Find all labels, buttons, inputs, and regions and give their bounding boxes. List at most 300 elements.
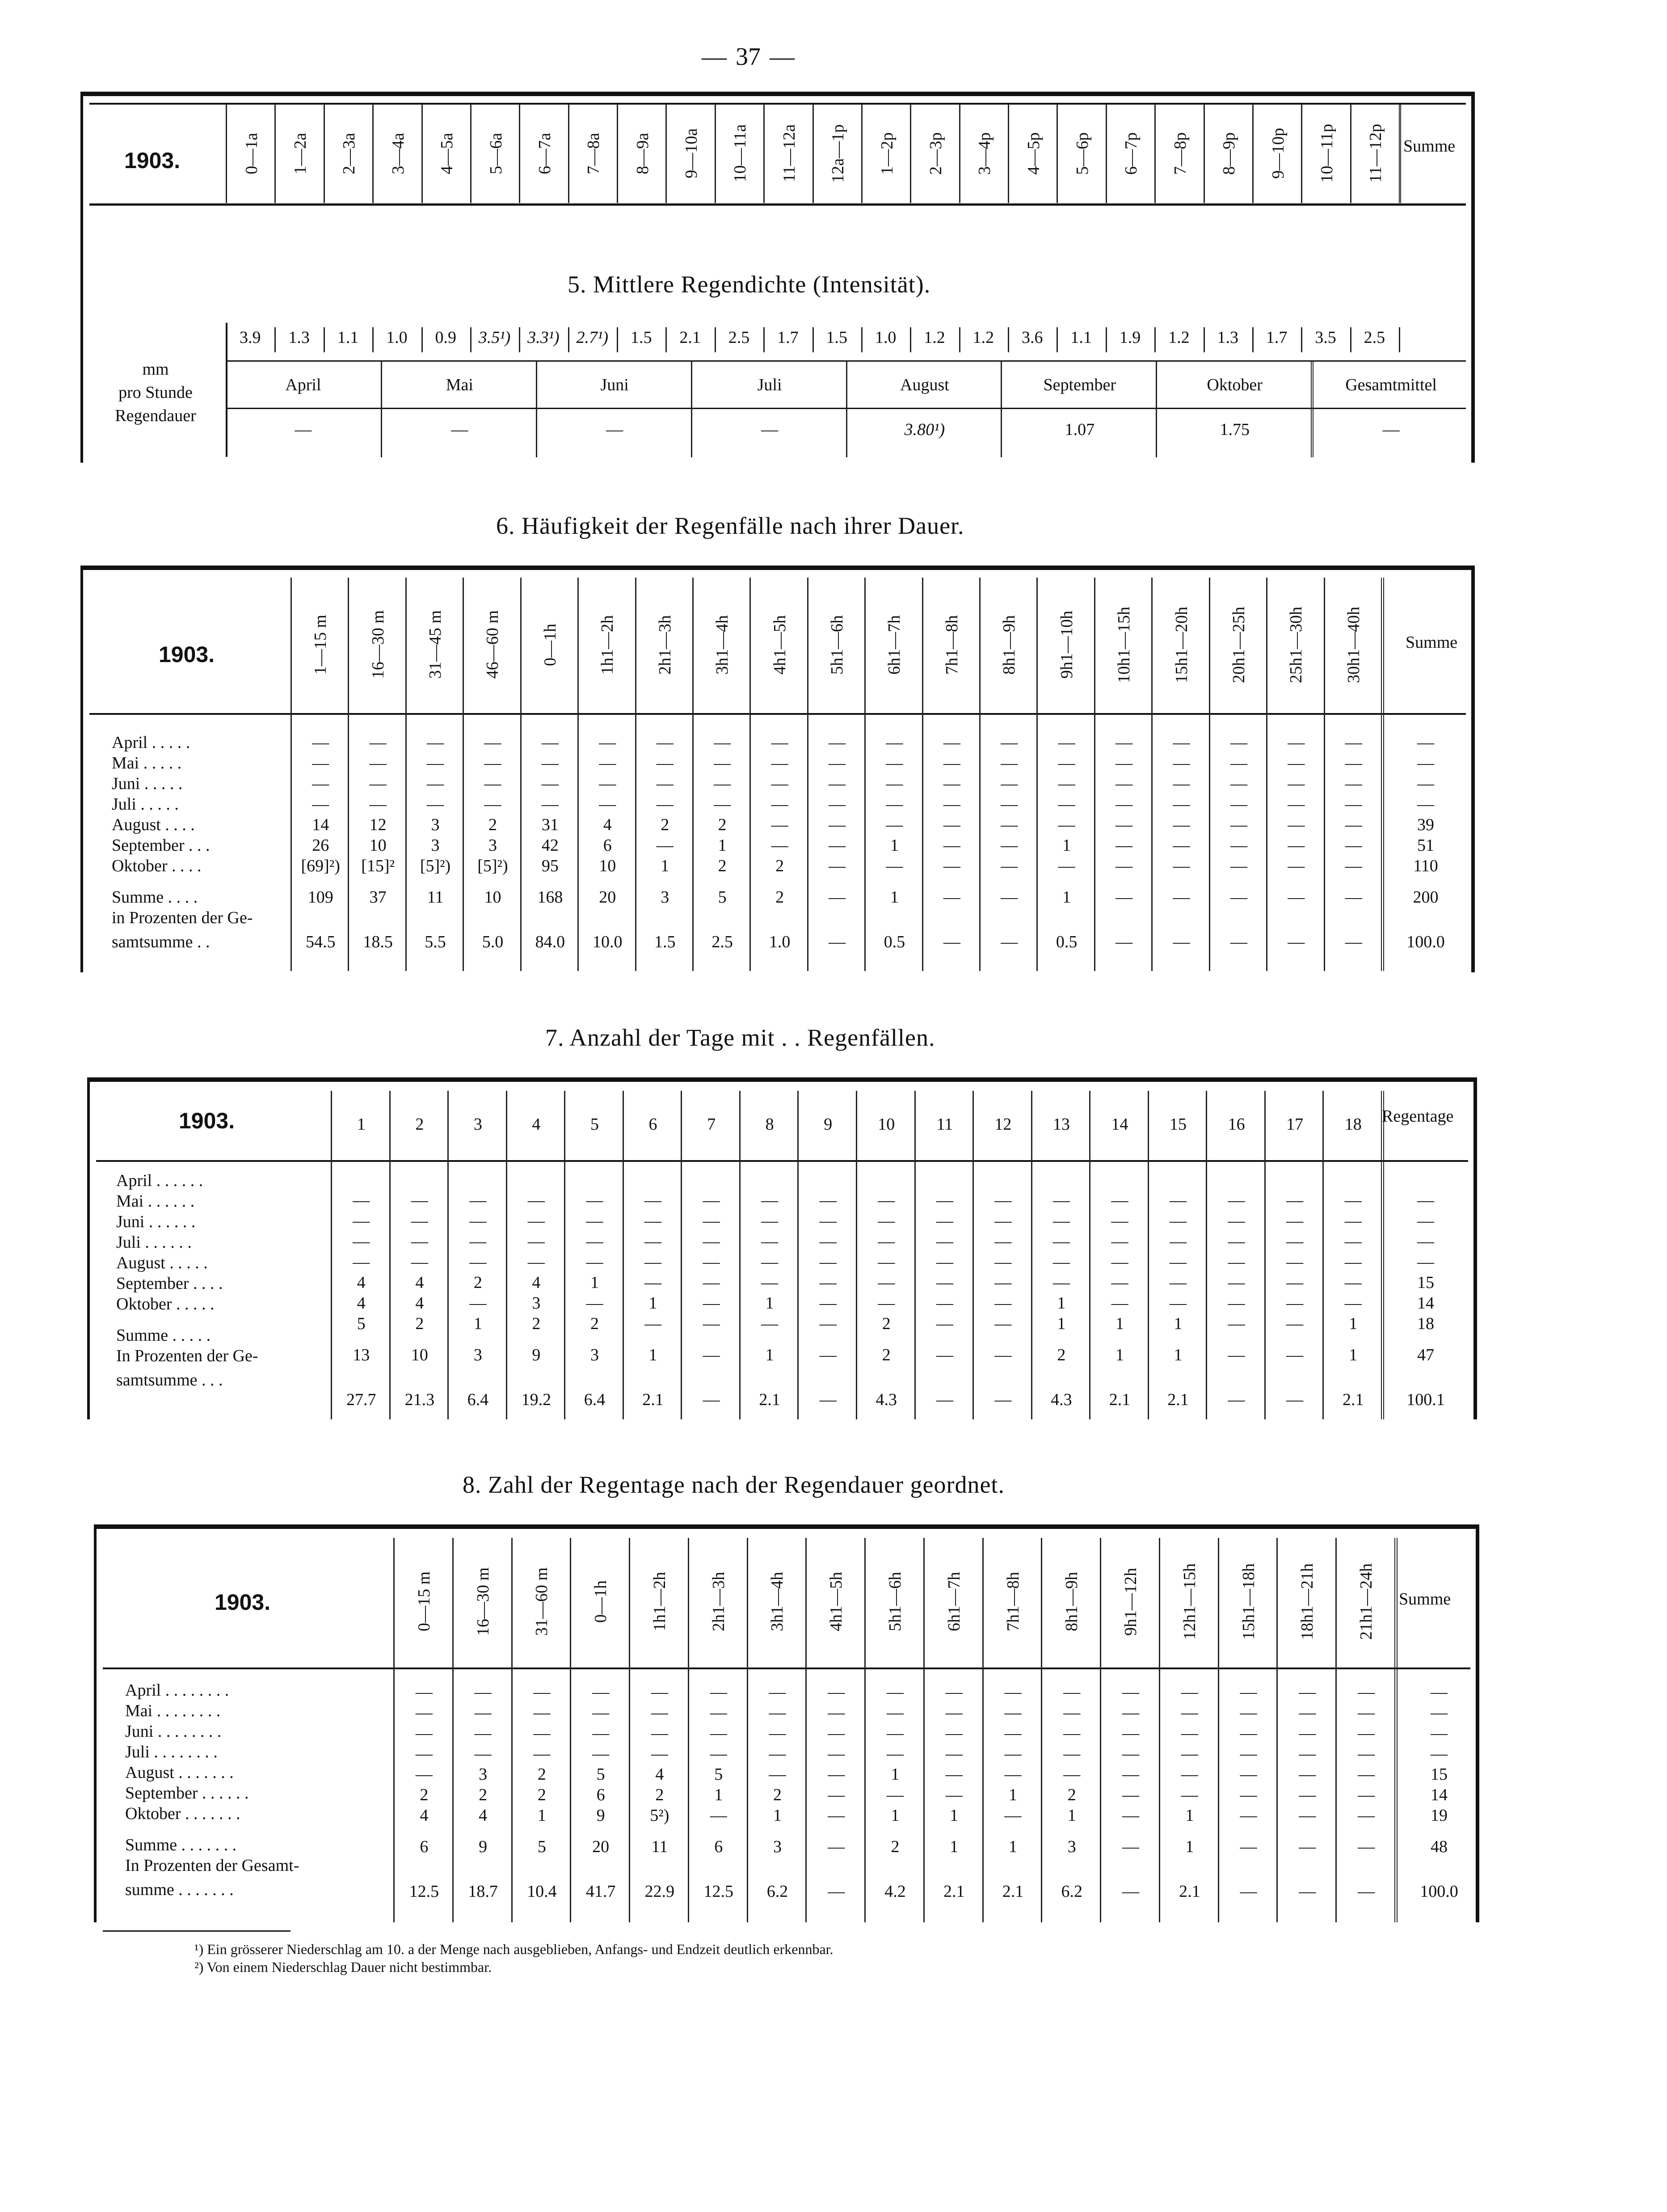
hourly-value-14: 1.2 [910,327,960,352]
hour-column-14 [910,104,960,203]
section6-column-label: 46—60 m [483,610,502,679]
section7-sum-column [1385,1091,1466,1419]
section8-cell: — [769,1724,786,1743]
section7-sum-cell: 15 [1417,1273,1434,1292]
section7-column-label: 14 [1111,1115,1128,1134]
section6-summe-label: Summe [1406,633,1458,652]
section8-cell: 3 [479,1765,488,1784]
section8-cell: — [533,1744,551,1763]
section6-row-label: Summe . . . . [112,888,198,907]
section7-cell: — [878,1294,895,1313]
section7-cell: — [761,1191,779,1210]
section8-cell: — [828,1837,845,1856]
section7-column-header [1266,1091,1324,1158]
section7-row-label: September . . . . [116,1274,223,1293]
section6-cell: — [312,774,329,793]
section6-cell: — [1001,857,1018,875]
section7-cell: 1 [765,1346,774,1364]
section6-cell: 2 [661,815,669,834]
section7-column-label: 9 [824,1115,833,1134]
section7-cell: 2.1 [1167,1390,1189,1409]
section8-cell: — [710,1683,727,1701]
hourly-value-10: 2.5 [715,327,765,352]
section8-cell: — [1358,1882,1375,1901]
section6-column-0 [290,578,349,971]
section8-cell: — [651,1744,668,1763]
section8-column-header [925,1538,984,1665]
section8-column-1 [452,1538,513,1922]
section8-cell: 1 [1009,1786,1018,1804]
month-column-5 [1001,361,1157,457]
section7-cell: — [1170,1273,1187,1292]
section6-cell: 5.5 [425,933,446,951]
section6-cell: — [828,857,846,875]
section7-cell: — [878,1191,895,1210]
section7-column-3 [506,1091,566,1419]
section8-cell: — [769,1703,786,1722]
hour-label: 11—12p [1366,124,1385,183]
section7-cell: — [878,1253,895,1271]
section6-column-3 [463,578,521,971]
section6-cell: — [1001,888,1018,907]
section7-summe-label: Regentage [1382,1107,1454,1126]
section8-cell: — [1240,1724,1257,1743]
section6-cell: — [1288,774,1305,793]
hour-column-end [1399,104,1401,203]
section6-cell: — [771,836,788,855]
section7-cell: — [1170,1253,1187,1271]
section8-cell: 6 [714,1837,723,1856]
section8-cell: — [1358,1786,1375,1804]
section7-cell: — [761,1232,779,1251]
section8-sum-cell: 100.0 [1420,1882,1458,1901]
month-column-2 [536,361,692,457]
section7-column-header [974,1091,1032,1158]
section8-column-4 [629,1538,689,1922]
section6-cell: — [886,795,903,814]
section6-cell: — [886,857,903,875]
hour-column-11 [763,104,813,203]
section8-column-header [866,1538,925,1665]
section7-cell: — [1344,1273,1362,1292]
section8-column-label: 5h1—6h [885,1572,905,1631]
section6-cell: 26 [312,836,329,855]
section8-cell: — [1240,1765,1257,1784]
section7-column-17 [1322,1091,1382,1419]
section7-cell: — [994,1273,1012,1292]
section7-cell: — [1052,1212,1070,1230]
section7-cell: — [1344,1191,1362,1210]
month-column-7 [1311,361,1469,457]
section7-cell: 2 [532,1314,541,1333]
section6-cell: — [1345,888,1362,907]
section7-cell: — [819,1294,837,1313]
section8-cell: — [592,1683,610,1701]
section8-cell: — [1004,1744,1022,1763]
section6-cell: — [1116,774,1133,793]
section7-cell: — [1228,1232,1245,1251]
section7-cell: 13 [353,1346,370,1364]
section6-column-8 [749,578,808,971]
section6-column-header [1038,578,1095,712]
section6-cell: — [1288,815,1305,834]
hour-label: 1—2a [291,132,310,174]
section6-cell: — [714,795,731,814]
section8-cell: — [886,1703,904,1722]
section7-cell: — [1286,1232,1304,1251]
hourly-value-13: 1.0 [861,327,911,352]
section8-cell: 4 [479,1806,488,1825]
section8-column-6 [747,1538,807,1922]
month-name: Juli [757,376,782,394]
section6-cell: — [1116,888,1133,907]
footnote-rule [103,1930,290,1932]
section6-cell: — [886,774,903,793]
hour-label: 11—12a [779,124,799,182]
section6-cell: — [771,774,788,793]
section7-cell: 1 [1057,1294,1066,1313]
section7-cell: — [703,1294,720,1313]
hour-column-3 [372,104,422,203]
section8-cell: — [710,1724,727,1743]
hour-column-0 [226,104,276,203]
section8-cell: — [828,1882,845,1901]
section6-column-label: 0—1h [540,623,560,666]
section6-column-label: 31—45 m [426,610,445,679]
section6-cell: — [484,795,501,814]
section6-cell: — [1345,815,1362,834]
section6-row-label: Mai . . . . . [112,754,182,773]
month-name: September [1043,376,1116,394]
section8-cell: 12.5 [409,1882,439,1901]
section6-cell: — [1173,733,1190,752]
section8-column-3 [570,1538,630,1922]
hour-label: 6—7a [535,132,554,174]
section7-cell: — [1052,1191,1070,1210]
section8-cell: — [474,1724,492,1743]
section6-sum-cell: 100.0 [1406,933,1445,951]
hour-column-6 [519,104,569,203]
section6-cell: — [1288,795,1305,814]
section7-cell: 1 [648,1294,657,1313]
section6-cell: 6 [603,836,612,855]
section6-cell: — [1116,733,1133,752]
section8-cell: — [769,1765,786,1784]
section8-cell: 6 [420,1837,429,1856]
section8-cell: — [828,1765,845,1784]
section7-column-label: 11 [936,1115,953,1134]
section6-sum-cell: 51 [1417,836,1434,855]
section7-column-label: 8 [765,1115,774,1134]
section8-column-label: 8h1—9h [1062,1572,1082,1631]
section8-cell: — [1122,1837,1140,1856]
hour-label: 12a—1p [829,124,848,183]
section8-cell: — [1299,1703,1316,1722]
section7-cell: 10 [411,1346,428,1364]
section6-row-label: samtsumme . . [112,933,210,951]
month-value: — [606,420,623,439]
section8-row-label: Mai . . . . . . . . [125,1701,221,1720]
section6-cell: — [541,774,559,793]
section8-cell: — [710,1703,727,1722]
section6-column-header [1267,578,1325,712]
section6-cell: — [1288,857,1305,875]
section7-cell: 1 [590,1273,599,1292]
unit-pro-stunde: pro Stunde [118,383,193,402]
section7-cell: 4 [532,1273,541,1292]
section8-cell: — [415,1683,433,1701]
section7-cell: 4 [415,1273,424,1292]
section7-cell: — [469,1253,487,1271]
section7-column-label: 3 [473,1115,482,1134]
section6-cell: — [1173,774,1190,793]
section7-cell: — [411,1191,428,1210]
section6-column-label: 2h1—3h [655,615,674,675]
section7-cell: 1 [1174,1314,1183,1333]
section8-cell: 1 [950,1806,959,1825]
section7-column-label: 10 [878,1115,895,1134]
hour-column-10 [715,104,765,203]
section7-cell: — [1228,1294,1245,1313]
section8-cell: — [1063,1683,1081,1701]
hourly-value-5: 3.5¹) [470,327,520,352]
section7-cell: — [353,1191,370,1210]
section7-cell: 2 [415,1314,424,1333]
section8-sum-cell: 48 [1431,1837,1448,1856]
section6-column-6 [635,578,694,971]
section8-row-label: In Prozenten der Gesamt- [125,1856,299,1875]
section6-column-label: 10h1—15h [1115,606,1134,683]
section7-cell: — [586,1253,603,1271]
section7-cell: — [527,1232,545,1251]
month-value: 1.07 [1065,420,1095,439]
section8-column-0 [393,1538,454,1922]
hour-label: 7—8p [1170,132,1190,175]
section7-cell: — [353,1253,370,1271]
section8-column-header [571,1538,630,1665]
section6-cell: — [1345,754,1362,773]
section7-column-header [1090,1091,1149,1158]
section7-cell: — [703,1253,720,1271]
section8-column-7 [805,1538,866,1922]
hour-column-16 [1008,104,1058,203]
section7-cell: 5 [357,1314,366,1333]
hour-label: 1—2p [877,132,897,175]
section6-cell: — [1001,774,1018,793]
section8-column-12 [1100,1538,1160,1922]
section7-column-label: 7 [707,1115,716,1134]
section6-cell: 3 [661,888,669,907]
section8-column-2 [511,1538,572,1922]
month-name: Juni [600,376,629,394]
section6-cell: — [427,754,444,773]
section8-cell: — [1299,1786,1316,1804]
section8-cell: — [651,1724,668,1743]
section6-cell: [15]² [361,857,395,875]
section7-cell: 2 [473,1273,482,1292]
section7-cell: — [527,1191,545,1210]
hour-label: 5—6p [1073,132,1092,175]
section6-cell: — [1345,774,1362,793]
section7-column-14 [1148,1091,1208,1419]
section7-cell: — [1111,1253,1128,1271]
section7-cell: — [1228,1346,1245,1364]
section7-cell: — [1111,1232,1128,1251]
section7-cell: — [1228,1253,1245,1271]
section7-column-0 [331,1091,391,1419]
section7-cell: — [1344,1253,1362,1271]
section7-cell: — [936,1346,953,1364]
section6-column-header [1325,578,1382,712]
section7-cell: 1 [1349,1314,1358,1333]
section7-column-label: 18 [1344,1115,1362,1134]
section8-column-label: 21h1—24h [1357,1563,1376,1640]
section8-cell: 1 [773,1806,782,1825]
section6-cell: — [599,733,616,752]
section8-sum-cell: — [1431,1683,1448,1701]
section6-cell: — [943,795,960,814]
section7-cell: — [994,1212,1012,1230]
section6-column-2 [405,578,464,971]
section7-cell: — [469,1191,487,1210]
section7-cell: — [1286,1253,1304,1271]
section8-row-label: September . . . . . . [125,1784,249,1803]
section6-cell: 54.5 [305,933,336,951]
section7-cell: — [644,1212,662,1230]
section7-column-header [1032,1091,1091,1158]
section6-cell: — [714,754,731,773]
hourly-value-16: 3.6 [1008,327,1058,352]
section7-cell: 2 [882,1346,891,1364]
section8-cell: 18.7 [468,1882,498,1901]
section8-cell: — [474,1744,492,1763]
section7-cell: 2.1 [759,1390,780,1409]
section8-cell: 11 [651,1837,668,1856]
hour-column-21 [1252,104,1302,203]
section7-cell: 27.7 [346,1390,376,1409]
section8-cell: — [886,1744,904,1763]
section6-cell: — [369,733,387,752]
section8-cell: 1 [714,1786,723,1804]
section8-row-label: Oktober . . . . . . . [125,1804,240,1823]
month-value: 1.75 [1220,420,1250,439]
section6-sum-cell: 39 [1417,815,1434,834]
section6-cell: — [1345,857,1362,875]
month-column-1 [381,361,537,457]
section6-column-header [292,578,349,712]
section7-cell: 2.1 [642,1390,664,1409]
month-name: Mai [446,376,473,394]
section8-column-header [513,1538,572,1665]
section6-cell: 18.5 [363,933,393,951]
section7-cell: 6.4 [467,1390,489,1409]
section7-cell: — [819,1191,837,1210]
section7-cell: — [1344,1232,1362,1251]
section6-column-header [923,578,981,712]
section6-cell: — [1001,733,1018,752]
section8-column-11 [1041,1538,1101,1922]
section6-cell: — [1230,857,1247,875]
section7-cell: — [1344,1212,1362,1230]
section6-column-header [349,578,406,712]
section8-cell: 6.2 [1061,1882,1083,1901]
section7-cell: — [994,1191,1012,1210]
section8-cell: — [592,1703,610,1722]
hour-label: 9—10p [1268,128,1288,179]
section6-cell: 5.0 [482,933,504,951]
section8-cell: — [1240,1683,1257,1701]
section8-column-header [984,1538,1043,1665]
section6-cell: — [369,754,387,773]
section8-cell: 1 [1185,1837,1194,1856]
section7-cell: — [994,1253,1012,1271]
section6-column-label: 30h1—40h [1344,606,1363,683]
section6-column-13 [1036,578,1095,971]
section7-cell: — [1228,1314,1245,1333]
section6-cell: — [943,774,960,793]
section8-column-label: 18h1—21h [1298,1563,1317,1640]
section7-cell: — [936,1253,953,1271]
section7-column-13 [1089,1091,1149,1419]
section7-cell: 2 [590,1314,599,1333]
section7-column-header [799,1091,857,1158]
section8-cell: — [1358,1683,1375,1701]
section8-cell: — [1122,1806,1140,1825]
section8-cell: — [945,1683,963,1701]
section8-cell: 4 [420,1806,429,1825]
section6-cell: — [886,815,903,834]
section6-column-7 [692,578,751,971]
section7-cell: — [1228,1273,1245,1292]
section8-sum-cell: — [1431,1724,1448,1743]
section6-cell: — [771,815,788,834]
section7-cell: — [1052,1273,1070,1292]
hour-column-13 [861,104,911,203]
section7-row-label: In Prozenten der Ge- [116,1347,258,1365]
section7-cell: — [1170,1191,1187,1210]
section6-column-header [751,578,808,712]
section8-cell: 5 [714,1765,723,1784]
section8-column-label: 0—15 m [414,1571,434,1632]
section8-sum-cell: 14 [1431,1786,1448,1804]
section8-cell: — [415,1703,433,1722]
section8-cell: — [474,1703,492,1722]
section7-sum-cell: — [1417,1191,1434,1210]
hour-label: 3—4p [975,132,994,175]
section6-cell: — [1058,733,1075,752]
section8-cell: — [1358,1703,1375,1722]
hourly-value-7: 2.7¹) [568,327,618,352]
section6-cell: 37 [369,888,387,907]
section6-column-label: 4h1—5h [770,615,789,675]
section5-title: 5. Mittlere Regendichte (Intensität). [568,271,931,298]
section7-cell: 3 [473,1346,482,1364]
section7-column-6 [681,1091,741,1419]
section8-cell: — [1299,1683,1316,1701]
section7-column-header [391,1091,449,1158]
section7-cell: — [353,1232,370,1251]
section6-cell: — [943,888,960,907]
section8-cell: — [415,1765,433,1784]
section6-cell: 14 [312,815,329,834]
section7-row-label: Juni . . . . . . [116,1212,196,1231]
hourly-value-1: 1.3 [274,327,324,352]
section6-column-header [579,578,636,712]
hourly-value-4: 0.9 [421,327,471,352]
section7-cell: — [819,1390,837,1409]
section7-cell: — [586,1294,603,1313]
section8-column-14 [1218,1538,1278,1922]
